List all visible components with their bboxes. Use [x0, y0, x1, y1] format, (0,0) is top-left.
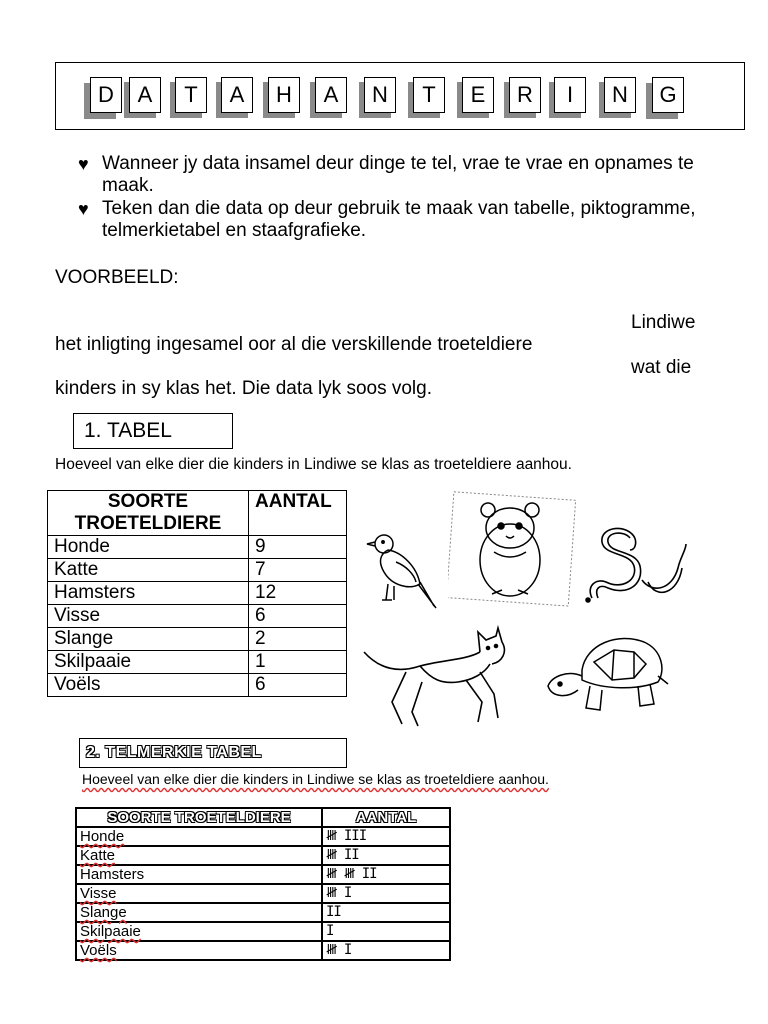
table-row: Honde 9 — [48, 536, 347, 559]
example-name: Lindiwe — [631, 312, 696, 333]
tally-table — [75, 807, 451, 961]
heart-icon: ♥ — [78, 199, 89, 219]
example-line2: het inligting ingesamel oor al die verskillende troeteldiere — [55, 334, 533, 355]
header-cell: AANTAL — [249, 491, 347, 536]
title-letter: T — [413, 77, 445, 113]
table-row: Visse 𝍸 I — [76, 884, 450, 903]
cat-illustration — [362, 622, 522, 728]
title-letter: T — [175, 77, 207, 113]
table-row: Hamsters 12 — [48, 582, 347, 605]
table-row: Voëls 𝍸 I — [76, 941, 450, 960]
snake-illustration — [582, 520, 692, 612]
tally-marks: 𝍸 𝍸 II — [322, 865, 450, 884]
header-cell: SOORTE TROETELDIERE — [76, 808, 322, 827]
title-letter: A — [129, 77, 161, 113]
table-header-row — [48, 491, 347, 536]
table-header-row — [76, 808, 450, 827]
table-row: Katte 7 — [48, 559, 347, 582]
tortoise-illustration — [542, 620, 672, 720]
bullet-item: ♥ Teken dan die data op deur gebruik te maak van tabelle, piktogramme, telmerkietabel en staafgrafieke. — [78, 198, 696, 241]
section2-title: 2. TELMERKIE TABEL — [79, 738, 347, 768]
section2-question: Hoeveel van elke dier die kinders in Lindiwe se klas as troeteldiere aanhou. — [82, 771, 549, 787]
title-letter: I — [554, 77, 586, 113]
bird-illustration — [362, 522, 442, 612]
table-row: Honde 𝍸 III — [76, 827, 450, 846]
title-letter: E — [462, 77, 494, 113]
table-row: Slange II — [76, 903, 450, 922]
table-row: Visse 6 — [48, 605, 347, 628]
title-letter: R — [509, 77, 541, 113]
intro-bullets — [78, 153, 738, 243]
bullet-item: ♥ Wanneer jy data insamel deur dinge te tel, vrae te vrae en opnames te maak. — [78, 153, 694, 196]
tally-marks: 𝍸 I — [322, 941, 450, 960]
table-row: Voëls 6 — [48, 674, 347, 697]
pets-table — [47, 490, 347, 697]
table-row: Hamsters 𝍸 𝍸 II — [76, 865, 450, 884]
title-letter: A — [221, 77, 253, 113]
title-letter: N — [364, 77, 396, 113]
table-row: Slange 2 — [48, 628, 347, 651]
table-row: Skilpaaie I — [76, 922, 450, 941]
example-line3: kinders in sy klas het. Die data lyk soos volg. — [55, 378, 433, 399]
title-letter: N — [604, 77, 636, 113]
example-line2-right: wat die — [631, 357, 692, 378]
title-letter: D — [90, 77, 122, 113]
section1-title: 1. TABEL — [73, 413, 233, 449]
tally-marks: 𝍸 II — [322, 846, 450, 865]
tally-marks: I — [322, 922, 450, 941]
heart-icon: ♥ — [78, 154, 89, 174]
tally-marks: 𝍸 III — [322, 827, 450, 846]
example-heading: VOORBEELD: — [55, 267, 179, 288]
tally-marks: 𝍸 I — [322, 884, 450, 903]
table-row: Katte 𝍸 II — [76, 846, 450, 865]
hamster-illustration — [448, 490, 576, 608]
header-cell: AANTAL — [322, 808, 450, 827]
title-banner — [55, 62, 745, 130]
title-letter: H — [268, 77, 300, 113]
title-letter: G — [652, 77, 684, 113]
title-letter: A — [315, 77, 347, 113]
tally-marks: II — [322, 903, 450, 922]
table-row: Skilpaaie 1 — [48, 651, 347, 674]
section1-question: Hoeveel van elke dier die kinders in Lindiwe se klas as troeteldiere aanhou. — [55, 456, 572, 473]
header-cell: SOORTE TROETELDIERE — [48, 491, 249, 536]
